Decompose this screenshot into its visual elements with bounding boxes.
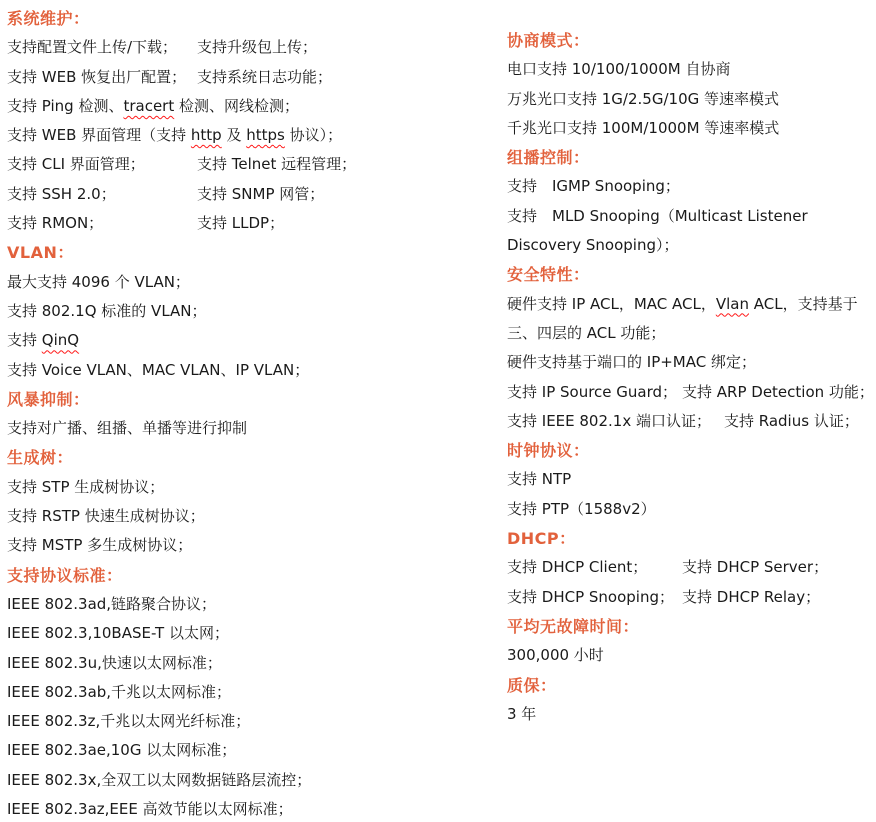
section-title-vlan: VLAN： bbox=[7, 243, 74, 263]
text-segment: 及 bbox=[221, 126, 247, 145]
section-title-clock-protocol: 时钟协议： bbox=[507, 441, 590, 461]
text-segment: 支持 802.1Q 标准的 VLAN； bbox=[7, 301, 207, 320]
spec-line bbox=[7, 678, 445, 707]
spec-line bbox=[7, 33, 445, 62]
text-segment: 硬件支持 IP ACL，MAC ACL， bbox=[507, 294, 716, 313]
spec-line bbox=[507, 348, 876, 377]
spec-line bbox=[7, 414, 445, 443]
spec-line bbox=[507, 495, 876, 524]
spec-line bbox=[507, 700, 876, 729]
text-segment: 支持 NTP bbox=[507, 470, 572, 489]
spec-line bbox=[7, 795, 445, 822]
text-segment: 支持 RMON； bbox=[7, 214, 104, 233]
spellcheck-underlined-word: https bbox=[246, 126, 285, 145]
text-segment: 300,000 小时 bbox=[507, 646, 604, 665]
spec-line bbox=[507, 378, 876, 407]
text-segment: 支持 WEB 恢复出厂配置； bbox=[7, 67, 187, 86]
text-segment: IEEE 802.3u,快速以太网标准； bbox=[7, 653, 222, 672]
text-segment: 支持 DHCP Relay； bbox=[682, 587, 821, 606]
text-segment: 支持 bbox=[7, 331, 42, 350]
spec-line bbox=[7, 502, 445, 531]
text-segment: 支持 SNMP 网管； bbox=[197, 184, 325, 203]
spec-line bbox=[507, 407, 876, 436]
text-segment: 支持 LLDP； bbox=[197, 214, 285, 233]
text-segment: 支持 IP Source Guard； bbox=[507, 382, 678, 401]
spellcheck-underlined-word: tracert bbox=[123, 96, 175, 115]
text-segment: 支持 SSH 2.0； bbox=[7, 184, 116, 203]
spec-line bbox=[7, 209, 445, 238]
spec-line bbox=[7, 736, 445, 765]
text-segment: 协议）； bbox=[284, 126, 343, 145]
text-segment: 支持 WEB 界面管理（支持 bbox=[7, 126, 191, 145]
text-segment: IEEE 802.3az,EEE 高效节能以太网标准； bbox=[7, 800, 293, 819]
text-segment: 支持 ARP Detection 功能； bbox=[682, 382, 874, 401]
text-segment: 支持系统日志功能； bbox=[197, 67, 333, 86]
text-segment: 3 年 bbox=[507, 704, 537, 723]
text-segment: 支持 MLD Snooping（Multicast Listener Discovery Snooping）； bbox=[507, 206, 808, 255]
text-segment: 支持 DHCP Snooping； bbox=[507, 587, 674, 606]
spec-column-left bbox=[7, 4, 445, 822]
text-segment: 支持 DHCP Client； bbox=[507, 558, 648, 577]
spec-line bbox=[507, 553, 876, 582]
spec-line bbox=[7, 590, 445, 619]
text-segment: 支持对广播、组播、单播等进行抑制 bbox=[7, 419, 248, 438]
text-segment: 支持 DHCP Server； bbox=[682, 558, 829, 577]
text-segment: 最大支持 4096 个 VLAN； bbox=[7, 272, 190, 291]
spec-line bbox=[507, 202, 876, 261]
text-segment: IEEE 802.3x,全双工以太网数据链路层流控； bbox=[7, 770, 312, 789]
text-segment: 硬件支持基于端口的 IP+MAC 绑定； bbox=[507, 353, 756, 372]
section-title-dhcp: DHCP： bbox=[507, 529, 576, 549]
section-title-protocol-standards: 支持协议标准： bbox=[7, 565, 123, 585]
spec-line bbox=[7, 531, 445, 560]
spec-line bbox=[7, 121, 445, 150]
text-segment: 支持 STP 生成树协议； bbox=[7, 477, 165, 496]
text-segment: 万兆光口支持 1G/2.5G/10G 等速率模式 bbox=[507, 89, 780, 108]
section-title-storm-suppression: 风暴抑制： bbox=[7, 389, 90, 409]
spec-line bbox=[507, 114, 876, 143]
spec-line bbox=[7, 619, 445, 648]
text-segment: 检测、网线检测； bbox=[174, 96, 299, 115]
text-segment: 支持 IGMP Snooping； bbox=[507, 177, 680, 196]
text-segment: 支持 Voice VLAN、MAC VLAN、IP VLAN； bbox=[7, 360, 310, 379]
spec-line bbox=[507, 641, 876, 670]
spec-line bbox=[507, 465, 876, 494]
text-segment: IEEE 802.3ae,10G 以太网标准； bbox=[7, 741, 237, 760]
text-segment: 支持 MSTP 多生成树协议； bbox=[7, 536, 193, 555]
spec-line bbox=[7, 473, 445, 502]
section-title-security-features: 安全特性： bbox=[507, 265, 590, 285]
text-segment: 支持 CLI 界面管理； bbox=[7, 155, 145, 174]
spec-line bbox=[7, 707, 445, 736]
spec-line bbox=[7, 326, 445, 355]
text-segment: IEEE 802.3z,千兆以太网光纤标准； bbox=[7, 712, 251, 731]
spec-line bbox=[7, 92, 445, 121]
spec-line bbox=[7, 150, 445, 179]
spec-line bbox=[7, 63, 445, 92]
spellcheck-underlined-word: http bbox=[190, 126, 222, 145]
section-title-mtbf: 平均无故障时间： bbox=[507, 616, 640, 636]
spec-line bbox=[507, 55, 876, 84]
section-title-spanning-tree: 生成树： bbox=[7, 448, 74, 468]
text-segment: 支持 Telnet 远程管理； bbox=[197, 155, 357, 174]
section-title-warranty: 质保： bbox=[507, 675, 557, 695]
text-segment: 千兆光口支持 100M/1000M 等速率模式 bbox=[507, 118, 780, 137]
text-segment: 电口支持 10/100/1000M 自协商 bbox=[507, 60, 731, 79]
text-segment: 支持 Ping 检测、 bbox=[7, 96, 124, 115]
text-segment: 支持 PTP（1588v2） bbox=[507, 499, 656, 518]
spec-line bbox=[7, 268, 445, 297]
spellcheck-underlined-word: Vlan bbox=[715, 294, 749, 313]
section-title-negotiation-mode: 协商模式： bbox=[507, 31, 590, 50]
spec-line bbox=[507, 172, 876, 201]
section-title-multicast-control: 组播控制： bbox=[507, 148, 590, 168]
section-title-system-maintenance: 系统维护： bbox=[7, 9, 90, 28]
spec-line bbox=[7, 297, 445, 326]
text-segment: 支持 Radius 认证； bbox=[723, 411, 859, 430]
text-segment: 支持升级包上传； bbox=[197, 38, 318, 57]
spec-line bbox=[7, 649, 445, 678]
text-segment: 支持 IEEE 802.1x 端口认证； bbox=[507, 411, 711, 430]
text-segment: 支持 RSTP 快速生成树协议； bbox=[7, 507, 205, 526]
spec-line bbox=[7, 356, 445, 385]
spec-line bbox=[7, 180, 445, 209]
text-segment: IEEE 802.3ab,千兆以太网标准； bbox=[7, 682, 232, 701]
text-segment: 支持配置文件上传/下载； bbox=[7, 38, 178, 57]
spec-line bbox=[507, 583, 876, 612]
spec-line bbox=[507, 290, 876, 349]
spec-line bbox=[7, 766, 445, 795]
spec-column-right bbox=[507, 26, 876, 729]
spec-line bbox=[507, 85, 876, 114]
text-segment: IEEE 802.3ad,链路聚合协议； bbox=[7, 594, 217, 613]
text-segment: ACL，支持基于三、四层的 ACL 功能； bbox=[507, 294, 858, 342]
text-segment: IEEE 802.3,10BASE-T 以太网； bbox=[7, 624, 229, 643]
spellcheck-underlined-word: QinQ bbox=[41, 331, 80, 350]
